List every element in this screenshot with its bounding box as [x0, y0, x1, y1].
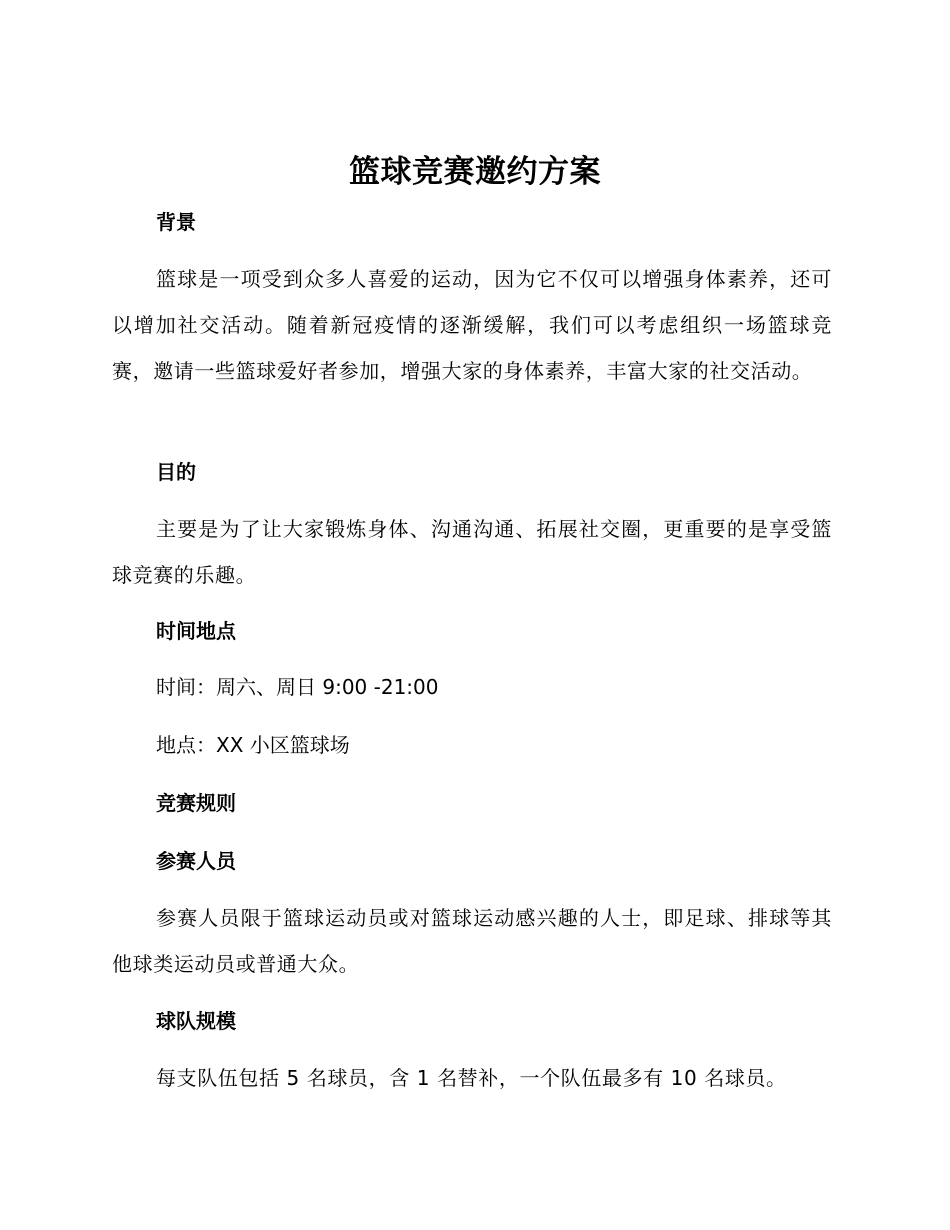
subsection-heading-participants: 参赛人员 [156, 849, 236, 873]
subsection-heading-team-size: 球队规模 [156, 1009, 236, 1033]
time-line: 时间：周六、周日 9:00 -21:00 [156, 675, 439, 699]
team-size-paragraph: 每支队伍包括 5 名球员，含 1 名替补，一个队伍最多有 10 名球员。 [156, 1066, 787, 1090]
background-paragraph: 篮球是一项受到众多人喜爱的运动，因为它不仅可以增强身体素养，还可以增加社交活动。随着新冠疫情的逐渐缓解，我们可以考虑组织一场篮球竞赛，邀请一些篮球爱好者参加，增强大家的身体素养，丰富大家的社交活动。 [112, 267, 832, 383]
participants-paragraph: 参赛人员限于篮球运动员或对篮球运动感兴趣的人士，即足球、排球等其他球类运动员或普通大众。 [112, 906, 832, 976]
section-heading-purpose: 目的 [156, 460, 196, 484]
purpose-paragraph: 主要是为了让大家锻炼身体、沟通沟通、拓展社交圈，更重要的是享受篮球竞赛的乐趣。 [112, 517, 832, 587]
section-heading-time-place: 时间地点 [156, 619, 236, 643]
document-title: 篮球竞赛邀约方案 [349, 154, 601, 190]
place-line: 地点：XX 小区篮球场 [156, 733, 350, 757]
section-heading-rules: 竞赛规则 [156, 791, 236, 815]
section-heading-background: 背景 [156, 210, 196, 234]
